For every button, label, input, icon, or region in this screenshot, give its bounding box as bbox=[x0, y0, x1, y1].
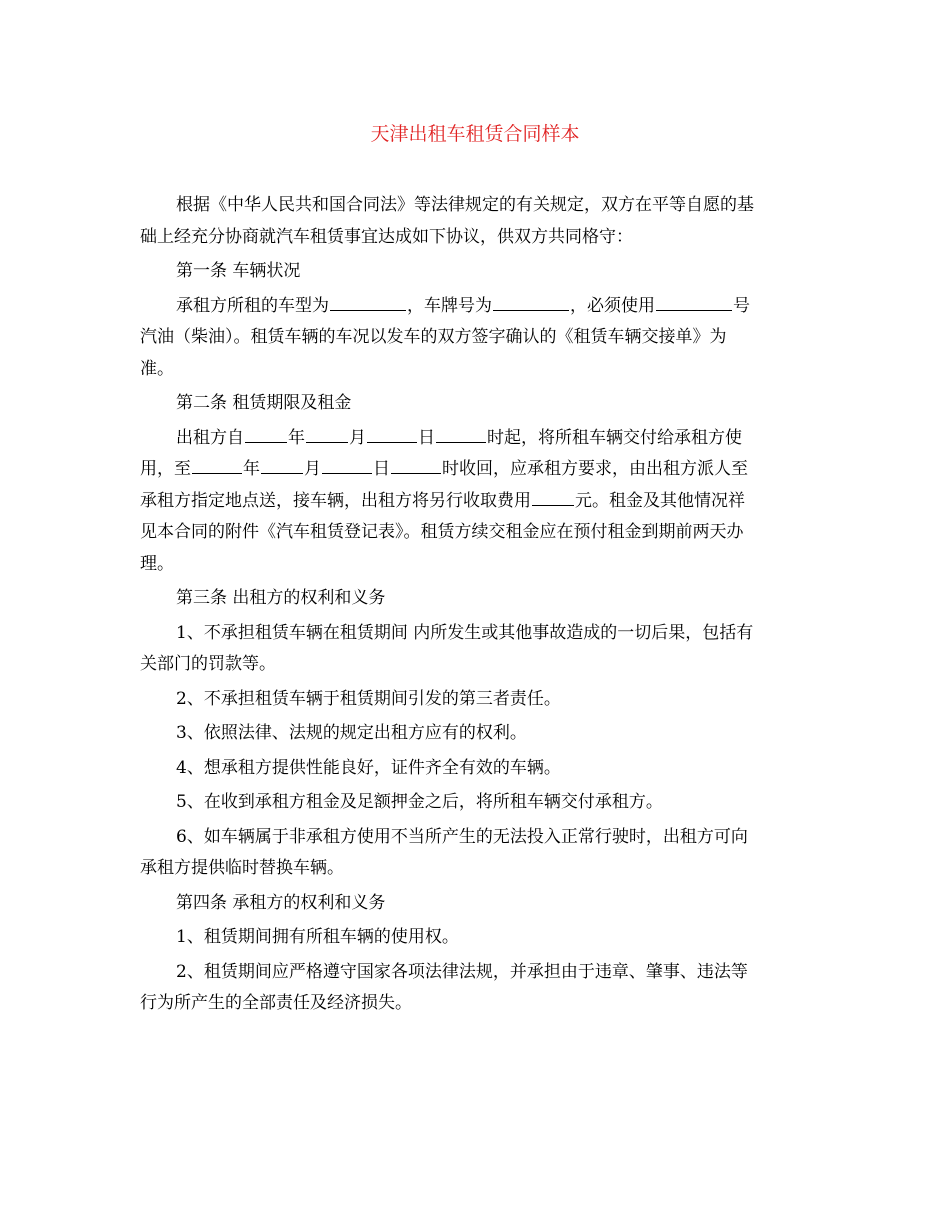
preamble-line-1: 根据《中华人民共和国合同法》等法律规定的有关规定，双方在平等自愿的基 bbox=[176, 195, 754, 215]
article-3-item-4-line-1: 4、想承租方提供性能良好，证件齐全有效的车辆。 bbox=[176, 757, 561, 778]
year-label: 年 bbox=[243, 459, 260, 479]
plate-number-blank[interactable] bbox=[493, 292, 569, 311]
preamble-line-2: 础上经充分协商就汽车租赁事宜达成如下协议，供双方共同格守： bbox=[140, 226, 633, 247]
document-body bbox=[140, 190, 810, 1023]
article-3-heading: 第三条 出租方的权利和义务 bbox=[176, 588, 386, 608]
vehicle-model-label: 承租方所租的车型为 bbox=[176, 295, 329, 316]
article-3-item-6-line-1: 6、如车辆属于非承租方使用不当所产生的无法投入正常行驶时，出租方可向 bbox=[176, 826, 748, 847]
article-1-line-3: 准。 bbox=[140, 358, 174, 379]
fuel-grade-suffix: 号 bbox=[733, 295, 750, 316]
day-label: 日 bbox=[418, 427, 435, 448]
delivery-fee-label: 承租方指定地点送，接车辆，出租方将另行收取费用 bbox=[140, 490, 531, 511]
end-hour-blank[interactable] bbox=[391, 455, 441, 474]
start-day-blank[interactable] bbox=[367, 424, 417, 443]
article-1-line-2: 汽油（柴油）。租赁车辆的车况以发车的双方签字确认的《租赁车辆交接单》为 bbox=[140, 327, 727, 347]
article-4-item-2 bbox=[140, 957, 810, 1020]
article-4-item-1-line-1: 1、租赁期间拥有所租车辆的使用权。 bbox=[176, 927, 459, 947]
article-3-item-3-line-1: 3、依照法律、法规的规定出租方应有的权利。 bbox=[176, 723, 527, 743]
article-3-item-4 bbox=[140, 753, 810, 785]
end-month-blank[interactable] bbox=[261, 455, 303, 474]
article-1-paragraph bbox=[140, 291, 810, 386]
delivery-fee-blank[interactable] bbox=[532, 487, 574, 506]
article-1-heading: 第一条 车辆状况 bbox=[176, 261, 301, 281]
article-2-paragraph bbox=[140, 423, 810, 581]
start-year-blank[interactable] bbox=[245, 424, 287, 443]
article-3-item-2-line-1: 2、不承担租赁车辆于租赁期间引发的第三者责任。 bbox=[176, 688, 561, 709]
article-2-line-1 bbox=[140, 423, 810, 455]
start-hour-label: 时起，将所租车辆交付给承租方使 bbox=[487, 427, 742, 448]
article-3-item-6-line-2: 承租方提供临时替换车辆。 bbox=[140, 858, 344, 878]
article-3-item-3 bbox=[140, 718, 810, 750]
article-4-item-2-line-2: 行为所产生的全部责任及经济损失。 bbox=[140, 993, 412, 1013]
fuel-grade-label: ，必须使用 bbox=[570, 295, 655, 316]
day-label: 日 bbox=[373, 459, 390, 479]
article-4-item-1 bbox=[140, 922, 810, 954]
article-3-item-5-line-1: 5、在收到承租方租金及足额押金之后，将所租车辆交付承租方。 bbox=[176, 792, 663, 812]
article-4-item-2-line-1: 2、租赁期间应严格遵守国家各项法律法规，并承担由于违章、肇事、违法等 bbox=[176, 961, 748, 982]
article-3-item-2 bbox=[140, 684, 810, 716]
end-date-label: 用，至 bbox=[140, 459, 191, 479]
article-2-line-4: 见本合同的附件《汽车租赁登记表》。租赁方续交租金应在预付租金到期前两天办 bbox=[140, 522, 744, 542]
article-3-item-5 bbox=[140, 787, 810, 819]
article-2-line-2 bbox=[140, 454, 810, 486]
vehicle-model-blank[interactable] bbox=[330, 292, 406, 311]
delivery-fee-suffix: 元。租金及其他情况祥 bbox=[575, 490, 745, 511]
article-3-item-1-line-2: 关部门的罚款等。 bbox=[140, 654, 276, 674]
article-3-item-1 bbox=[140, 618, 810, 681]
end-year-blank[interactable] bbox=[192, 455, 242, 474]
year-label: 年 bbox=[288, 427, 305, 448]
article-3-item-1-line-1: 1、不承担租赁车辆在租赁期间 内所发生或其他事故造成的一切后果，包括有 bbox=[176, 622, 754, 643]
article-4-heading: 第四条 承租方的权利和义务 bbox=[176, 892, 386, 913]
article-2-line-5: 理。 bbox=[140, 553, 174, 574]
start-month-blank[interactable] bbox=[306, 424, 348, 443]
fuel-grade-blank[interactable] bbox=[656, 292, 732, 311]
month-label: 月 bbox=[304, 459, 321, 479]
article-2-heading: 第二条 租赁期限及租金 bbox=[176, 393, 352, 413]
start-date-label: 出租方自 bbox=[176, 427, 244, 448]
article-1-line-1 bbox=[140, 291, 810, 323]
document-title: 天津出租车租赁合同样本 bbox=[370, 123, 580, 145]
article-2-line-3 bbox=[140, 486, 810, 518]
end-hour-label: 时收回，应承租方要求，由出租方派人至 bbox=[442, 459, 748, 479]
plate-number-label: ，车牌号为 bbox=[407, 295, 492, 316]
end-day-blank[interactable] bbox=[322, 455, 372, 474]
start-hour-blank[interactable] bbox=[436, 424, 486, 443]
month-label: 月 bbox=[349, 427, 366, 448]
preamble-paragraph bbox=[140, 190, 810, 253]
article-3-item-6 bbox=[140, 822, 810, 885]
